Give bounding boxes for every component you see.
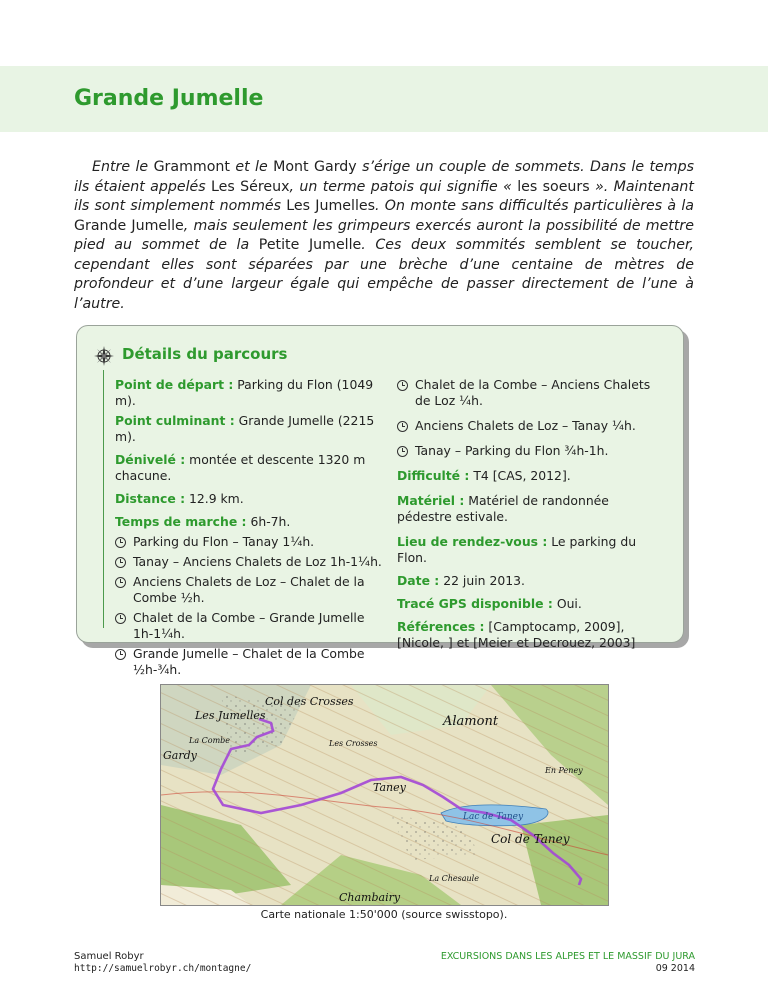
map-label: Taney xyxy=(373,781,406,794)
intro-paragraph: Entre le Grammont et le Mont Gardy s’érige un couple de sommets. Dans le temps ils étaient appelés Les Séreux, un terme patois qui signifie « les soeurs ». Maintenant ils sont simplement nommés Les Jumelles. On monte sans difficultés particulières à la Grande Jumelle, mais seulement les grimpeurs exercés auront la possibilité de mettre pied au sommet de la Petite Jumelle. Ces deux sommités semblent se toucher, cependant elles sont séparées par une brèche d’une centaine de mètres de profondeur et d’une largeur égale qui empêche de passer directement de l’une à l’autre. xyxy=(74,159,695,312)
step-item: Parking du Flon – Tanay 1¼h. xyxy=(115,534,385,550)
clock-icon xyxy=(115,613,126,624)
detail-materiel: Matériel : Matériel de randonnée pédestre estivale. xyxy=(397,493,609,524)
detail-temps: Temps de marche : 6h-7h. xyxy=(115,514,291,529)
detail-gps: Tracé GPS disponible : Oui. xyxy=(397,596,582,611)
clock-icon xyxy=(115,577,126,588)
map-caption: Carte nationale 1:50'000 (source swisstopo). xyxy=(260,908,508,921)
step-item: Tanay – Parking du Flon ¾h-1h. xyxy=(397,443,667,459)
map-label: La Combe xyxy=(189,736,231,745)
step-item: Chalet de la Combe – Anciens Chalets de Loz ¼h. xyxy=(397,377,667,409)
step-item: Grande Jumelle – Chalet de la Combe ½h-¾h. xyxy=(115,646,385,678)
map-label: Alamont xyxy=(443,714,499,729)
map-label: Les Crosses xyxy=(329,739,378,748)
map-label: En Peney xyxy=(545,766,583,775)
clock-icon xyxy=(397,380,408,391)
detail-difficulte: Difficulté : T4 [CAS, 2012]. xyxy=(397,468,571,483)
step-item: Tanay – Anciens Chalets de Loz 1h-1¼h. xyxy=(115,554,385,570)
footer-left xyxy=(74,951,251,975)
compass-icon xyxy=(94,346,114,366)
step-item: Chalet de la Combe – Grande Jumelle 1h-1¼h. xyxy=(115,610,385,642)
footer-author: Samuel Robyr xyxy=(74,951,144,962)
detail-rdv: Lieu de rendez-vous : Le parking du Flon. xyxy=(397,534,637,565)
details-right-column xyxy=(397,377,667,651)
map-label: Chambairy xyxy=(339,891,401,904)
clock-icon xyxy=(397,421,408,432)
details-left-column xyxy=(115,377,385,678)
page-title: Grande Jumelle xyxy=(74,86,264,111)
detail-references: Références : [Camptocamp, 2009], [Nicole, ] et [Meier et Decrouez, 2003] xyxy=(397,619,636,650)
footer-series: EXCURSIONS DANS LES ALPES ET LE MASSIF DU JURA xyxy=(440,951,695,962)
detail-denivele: Dénivelé : montée et descente 1320 m chacune. xyxy=(115,452,366,483)
footer-date: 09 2014 xyxy=(655,963,695,974)
topographic-map xyxy=(160,684,609,906)
details-title: Détails du parcours xyxy=(122,345,288,363)
detail-culminant: Point culminant : Grande Jumelle (2215 m). xyxy=(115,413,375,444)
step-item: Anciens Chalets de Loz – Chalet de la Combe ½h. xyxy=(115,574,385,606)
clock-icon xyxy=(115,537,126,548)
map-label: Gardy xyxy=(163,749,197,762)
detail-distance: Distance : 12.9 km. xyxy=(115,491,244,506)
clock-icon xyxy=(115,557,126,568)
detail-date: Date : 22 juin 2013. xyxy=(397,573,525,588)
footer-url[interactable]: http://samuelrobyr.ch/montagne/ xyxy=(74,963,252,974)
map-label: Col des Crosses xyxy=(265,695,354,708)
detail-depart: Point de départ : Parking du Flon (1049 m). xyxy=(115,377,374,408)
clock-icon xyxy=(397,446,408,457)
footer-right xyxy=(441,951,695,975)
details-rule xyxy=(103,370,104,628)
clock-icon xyxy=(115,649,126,660)
map-label: La Chesaule xyxy=(429,874,479,883)
map-label: Les Jumelles xyxy=(195,709,266,722)
step-item: Anciens Chalets de Loz – Tanay ¼h. xyxy=(397,418,667,434)
map-label: Col de Taney xyxy=(491,832,570,846)
map-label: Lac de Taney xyxy=(463,812,524,822)
